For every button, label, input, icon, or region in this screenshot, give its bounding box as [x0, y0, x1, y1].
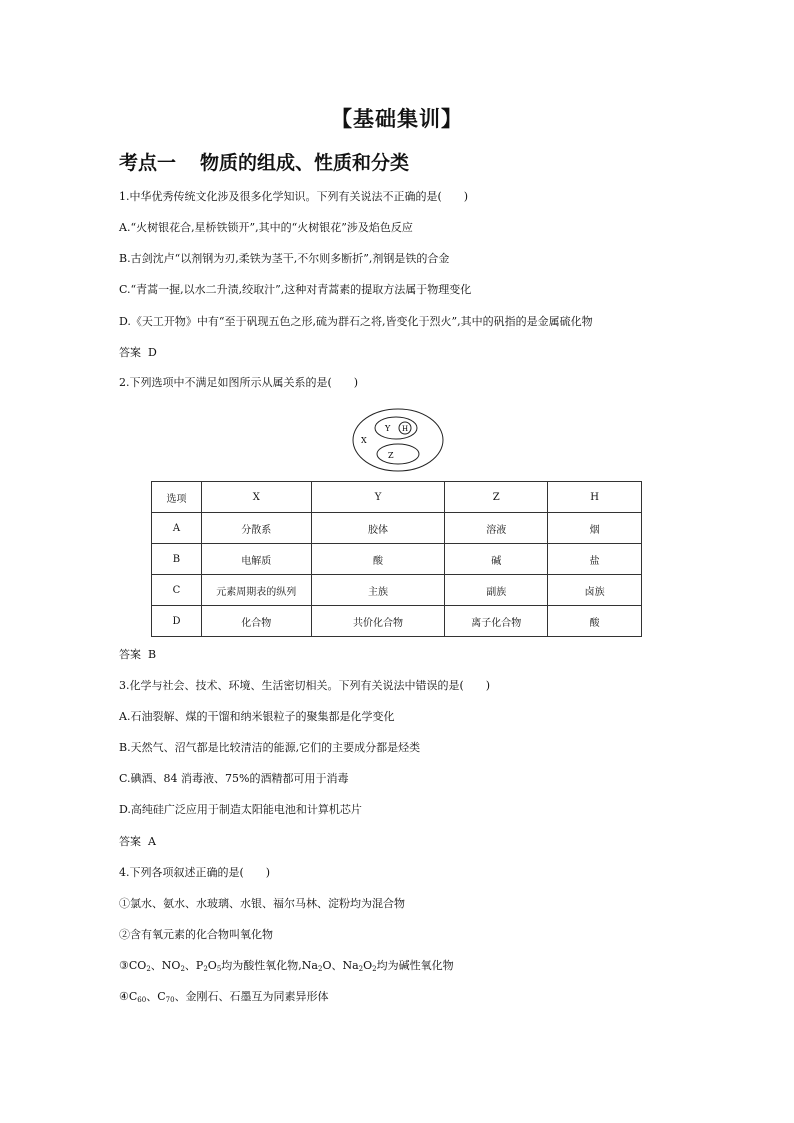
table-header-cell: H: [548, 482, 642, 513]
statement-text: 均为碱性氧化物: [376, 959, 454, 972]
label-y: Y: [385, 424, 391, 433]
table-cell: 烟: [548, 513, 642, 544]
q4-statement-1: ①氯水、氨水、水玻璃、水银、福尔马林、淀粉均为混合物: [119, 897, 405, 910]
table-header-cell: X: [201, 482, 311, 513]
q1-option-b: B.古剑沈卢“以剂钢为刃,柔铁为茎干,不尔则多断折”,剂钢是铁的合金: [119, 252, 450, 265]
subset-diagram: [352, 408, 444, 472]
q2-answer: [119, 648, 156, 662]
table-cell: 酸: [311, 544, 445, 575]
table-cell: 副族: [445, 575, 548, 606]
formula-text: 、P: [184, 959, 204, 972]
table-cell: 溶液: [445, 513, 548, 544]
table-cell: 共价化合物: [311, 606, 445, 637]
statement-text: 、金刚石、石墨互为同素异形体: [174, 990, 329, 1003]
statement-number: ③: [119, 959, 129, 972]
table-cell: 酸: [548, 606, 642, 637]
q4-statement-3: [119, 959, 454, 976]
subscript: 2: [358, 965, 364, 973]
table-cell: A: [152, 513, 202, 544]
formula-text: 、NO: [150, 959, 181, 972]
table-cell: 元素周期表的纵列: [201, 575, 311, 606]
table-cell: 化合物: [201, 606, 311, 637]
table-cell: 离子化合物: [445, 606, 548, 637]
table-row: [152, 575, 642, 606]
q3-option-a: A.石油裂解、煤的干馏和纳米银粒子的聚集都是化学变化: [119, 710, 395, 723]
section-label: 考点一: [119, 152, 177, 174]
subscript: 2: [317, 965, 323, 973]
table-header-row: [152, 482, 642, 513]
options-table: [151, 481, 642, 637]
q4-statement-4: [119, 990, 329, 1007]
table-row: [152, 544, 642, 575]
formula-text: 、C: [146, 990, 166, 1003]
formula-text: C: [128, 990, 138, 1003]
answer-label: 答案: [119, 346, 141, 359]
ellipse-z: [377, 444, 419, 464]
table-row: [152, 513, 642, 544]
formula-text: O、Na: [322, 959, 359, 972]
label-x: X: [361, 436, 367, 445]
table-cell: 碱: [445, 544, 548, 575]
subscript: 2: [203, 965, 208, 973]
table-header-cell: Z: [445, 482, 548, 513]
q4-stem: 4.下列各项叙述正确的是( ): [119, 866, 271, 879]
table-cell: 盐: [548, 544, 642, 575]
label-z: Z: [388, 451, 394, 460]
q1-option-c: C.“青蒿一握,以水二升渍,绞取汁”,这种对青蒿素的提取方法属于物理变化: [119, 283, 472, 296]
answer-label: 答案: [119, 648, 141, 661]
table-cell: 电解质: [201, 544, 311, 575]
q3-option-c: C.碘酒、84 消毒液、75%的酒精都可用于消毒: [119, 772, 349, 785]
table-cell: B: [152, 544, 202, 575]
subscript: 2: [146, 965, 151, 973]
q3-stem: 3.化学与社会、技术、环境、生活密切相关。下列有关说法中错误的是( ): [119, 679, 491, 692]
q1-stem: 1.中华优秀传统文化涉及很多化学知识。下列有关说法不正确的是( ): [119, 190, 469, 203]
subscript: 60: [137, 996, 147, 1004]
answer-value: D: [148, 346, 157, 359]
q3-option-d: D.高纯硅广泛应用于制造太阳能电池和计算机芯片: [119, 803, 362, 816]
subscript: 70: [165, 996, 175, 1004]
table-cell: 主族: [311, 575, 445, 606]
answer-label: 答案: [119, 835, 141, 848]
section-name: 物质的组成、性质和分类: [200, 152, 410, 174]
q1-option-d: D.《天工开物》中有“至于矾现五色之形,硫为群石之将,皆变化于烈火”,其中的矾指的是金属硫化物: [119, 315, 593, 328]
q1-option-a: A.“火树银花合,星桥铁锁开”,其中的“火树银花”涉及焰色反应: [119, 221, 413, 234]
answer-value: A: [148, 835, 156, 848]
subscript: 5: [216, 965, 222, 973]
page-title: 【基础集训】: [331, 107, 463, 131]
statement-number: ④: [119, 990, 129, 1003]
table-cell: C: [152, 575, 202, 606]
q1-answer: [119, 346, 157, 360]
table-row: [152, 606, 642, 637]
q2-stem: 2.下列选项中不满足如图所示从属关系的是( ): [119, 376, 359, 389]
table-header-cell: Y: [311, 482, 445, 513]
table-cell: 卤族: [548, 575, 642, 606]
section-heading: [119, 148, 409, 175]
q4-statement-2: ②含有氧元素的化合物叫氧化物: [119, 928, 273, 941]
table-cell: 分散系: [201, 513, 311, 544]
table-cell: 胶体: [311, 513, 445, 544]
table-header-cell: 选项: [152, 482, 202, 513]
q3-answer: [119, 835, 156, 849]
formula-text: CO: [128, 959, 147, 972]
statement-text: 均为酸性氧化物,Na: [221, 959, 318, 972]
formula-text: O: [363, 959, 373, 972]
label-h: H: [402, 425, 409, 433]
subscript: 2: [372, 965, 377, 973]
answer-value: B: [148, 648, 157, 661]
formula-text: O: [207, 959, 217, 972]
subscript: 2: [180, 965, 185, 973]
table-cell: D: [152, 606, 202, 637]
q3-option-b: B.天然气、沼气都是比较清洁的能源,它们的主要成分都是烃类: [119, 741, 421, 754]
